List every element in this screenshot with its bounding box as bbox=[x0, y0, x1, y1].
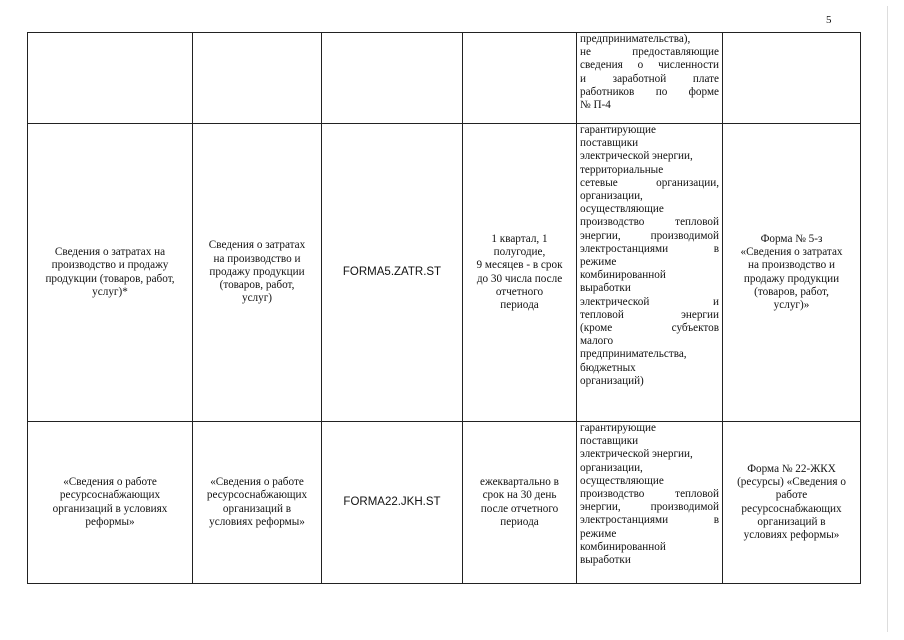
form-code: FORMA22.JKH.ST bbox=[343, 495, 441, 508]
text-line: продажу продукции bbox=[743, 272, 840, 285]
cell-name bbox=[28, 422, 193, 584]
cell-respondents bbox=[577, 124, 723, 422]
respondent-line: режиме bbox=[580, 527, 617, 540]
text-line: (товаров, работ, bbox=[754, 285, 829, 298]
text-line: «Сведения о работе bbox=[63, 476, 157, 489]
cell-respondents bbox=[577, 33, 723, 124]
text-line: ресурсоснабжающих bbox=[206, 489, 308, 502]
cell-name bbox=[28, 33, 193, 124]
text-line: периода bbox=[500, 515, 539, 528]
text-line: организаций в bbox=[222, 502, 292, 515]
respondent-line: не предоставляющие bbox=[580, 46, 719, 59]
cell-title bbox=[193, 33, 322, 124]
text-line: услуг) bbox=[241, 292, 273, 305]
text-line: на производство и bbox=[748, 259, 835, 272]
text-line: организаций в условиях bbox=[52, 502, 168, 515]
text-line: условиях реформы» bbox=[743, 528, 840, 541]
respondent-line: сетевые организации, bbox=[580, 176, 719, 189]
text-line: организаций в bbox=[757, 515, 826, 528]
text-line: Сведения о затратах на bbox=[54, 246, 166, 259]
table-row-forma22 bbox=[28, 422, 861, 584]
cell-name bbox=[28, 124, 193, 422]
respondent-line: предпринимательства, bbox=[580, 348, 687, 361]
text-line: «Сведения о затратах bbox=[740, 246, 843, 259]
text-line: 1 квартал, 1 bbox=[491, 232, 548, 245]
cell-form bbox=[723, 422, 861, 584]
respondent-line: выработки bbox=[580, 554, 631, 567]
text-line: ресурсоснабжающих bbox=[59, 489, 161, 502]
cell-form bbox=[723, 124, 861, 422]
respondent-line: поставщики bbox=[580, 137, 639, 150]
text-line: (товаров, работ, bbox=[219, 279, 295, 292]
cell-title bbox=[193, 422, 322, 584]
respondent-line: сведения о численности bbox=[580, 59, 719, 72]
respondent-line: бюджетных bbox=[580, 361, 636, 374]
text-line: полугодие, bbox=[493, 246, 546, 259]
respondent-line: производство тепловой bbox=[580, 216, 719, 229]
respondent-line: выработки bbox=[580, 282, 631, 295]
text-line: 9 месяцев - в срок bbox=[476, 259, 563, 272]
text-line: (ресурсы) «Сведения о bbox=[737, 476, 846, 489]
text-line: после отчетного bbox=[480, 502, 559, 515]
respondent-line: комбинированной bbox=[580, 540, 666, 553]
respondent-line: № П-4 bbox=[580, 99, 611, 112]
respondent-line: осуществляющие bbox=[580, 203, 664, 216]
text-line: до 30 числа после bbox=[476, 272, 563, 285]
text-line: Сведения о затратах bbox=[208, 239, 306, 252]
respondent-line: работников по форме bbox=[580, 85, 719, 98]
cell-period bbox=[463, 422, 577, 584]
respondent-line: электрической и bbox=[580, 295, 719, 308]
form-code: FORMA5.ZATR.ST bbox=[342, 265, 442, 278]
respondent-line: предпринимательства), bbox=[580, 33, 691, 45]
cell-code bbox=[322, 124, 463, 422]
text-line: услуг)* bbox=[92, 285, 128, 298]
text-line: периода bbox=[500, 298, 539, 311]
respondent-line: малого bbox=[580, 335, 614, 348]
respondent-line: (кроме субъектов bbox=[580, 322, 719, 335]
respondent-line: гарантирующие bbox=[580, 124, 656, 136]
cell-period bbox=[463, 33, 577, 124]
text-line: производство и продажу bbox=[51, 259, 169, 272]
respondent-line: осуществляющие bbox=[580, 474, 664, 487]
respondent-line: энергии, производимой bbox=[580, 501, 719, 514]
text-line: на производство и bbox=[213, 252, 301, 265]
text-line: ресурсоснабжающих bbox=[741, 502, 842, 515]
respondent-line: режиме bbox=[580, 256, 617, 269]
table-row-continuation bbox=[28, 33, 861, 124]
respondent-line: электрической энергии, bbox=[580, 150, 693, 163]
forms-table bbox=[27, 32, 861, 584]
respondent-line: тепловой энергии bbox=[580, 308, 719, 321]
text-line: ежеквартально в bbox=[480, 476, 559, 489]
text-line: продажу продукции bbox=[209, 265, 305, 278]
respondent-line: территориальные bbox=[580, 163, 664, 176]
text-line: работе bbox=[775, 489, 808, 502]
text-line: продукции (товаров, работ, bbox=[45, 272, 175, 285]
respondent-line: организации, bbox=[580, 190, 643, 203]
cell-code bbox=[322, 422, 463, 584]
text-line: отчетного bbox=[495, 285, 544, 298]
respondent-line: поставщики bbox=[580, 435, 639, 448]
respondent-line: организации, bbox=[580, 461, 643, 474]
page-number: 5 bbox=[826, 14, 832, 26]
text-line: Форма № 22-ЖКХ bbox=[747, 462, 836, 475]
text-line: «Сведения о работе bbox=[210, 476, 304, 489]
text-line: условиях реформы» bbox=[209, 515, 305, 528]
text-line: услуг)» bbox=[773, 298, 810, 311]
respondent-line: организаций) bbox=[580, 374, 644, 387]
cell-period bbox=[463, 124, 577, 422]
respondent-line: комбинированной bbox=[580, 269, 666, 282]
cell-form bbox=[723, 33, 861, 124]
table-row-forma5 bbox=[28, 124, 861, 422]
cell-title bbox=[193, 124, 322, 422]
cell-code bbox=[322, 33, 463, 124]
cell-respondents bbox=[577, 422, 723, 584]
respondent-line: электростанциями в bbox=[580, 242, 719, 255]
scan-edge-line bbox=[887, 6, 888, 632]
respondent-line: энергии, производимой bbox=[580, 229, 719, 242]
respondent-line: электрической энергии, bbox=[580, 448, 693, 461]
respondent-line: и заработной плате bbox=[580, 72, 719, 85]
respondent-line: электростанциями в bbox=[580, 514, 719, 527]
text-line: Форма № 5-з bbox=[760, 232, 823, 245]
respondent-line: производство тепловой bbox=[580, 488, 719, 501]
text-line: реформы» bbox=[85, 515, 135, 528]
respondent-line: гарантирующие bbox=[580, 422, 656, 434]
text-line: срок на 30 день bbox=[482, 489, 557, 502]
